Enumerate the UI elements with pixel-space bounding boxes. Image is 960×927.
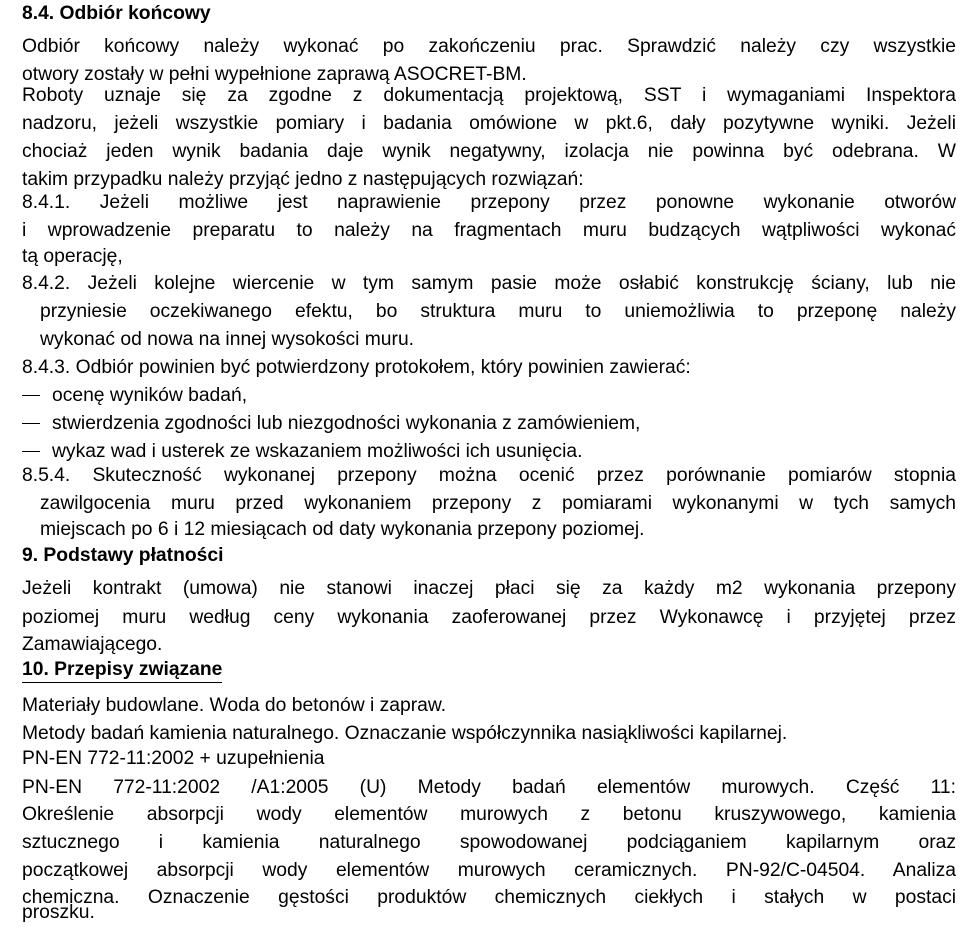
reference-line: Materiały budowlane. Woda do betonów i zapraw.	[22, 695, 447, 716]
item-8-4-3: 8.4.3. Odbiór powinien być potwierdzony protokołem, który powinien zawierać:	[22, 357, 691, 378]
section-heading-8-4: 8.4. Odbiór końcowy	[22, 3, 211, 24]
paragraph-line: Roboty uznaje się za zgodne z dokumentacją projektową, SST i wymaganiami Inspektora	[22, 85, 956, 106]
paragraph-line: otwory zostały w pełni wypełnione zaprawą ASOCRET-BM.	[22, 64, 527, 85]
section-heading-10: 10. Przepisy związane	[22, 658, 222, 683]
paragraph-line: Jeżeli kontrakt (umowa) nie stanowi inaczej płaci się za każdy m2 wykonania przepony	[22, 578, 956, 599]
list-item: stwierdzenia zgodności lub niezgodności wykonania z zamówieniem,	[22, 410, 640, 438]
paragraph-line: Zamawiającego.	[22, 634, 163, 655]
item-8-4-1-line: 8.4.1. Jeżeli możliwe jest naprawienie przepony przez ponowne wykonanie otworów	[22, 192, 956, 213]
dash-bullet	[22, 395, 40, 396]
standard-line: początkowej absorpcji wody elementów murowych ceramicznych. PN-92/C-04504. Analiza	[22, 860, 956, 881]
item-8-5-4-line: zawilgocenia muru przed wykonaniem przepony z pomiarami wykonanymi w tych samych	[40, 493, 956, 514]
dash-bullet	[22, 423, 40, 424]
reference-line: Metody badań kamienia naturalnego. Oznaczanie współczynnika nasiąkliwości kapilarnej.	[22, 723, 788, 744]
standard-line: Określenie absorpcji wody elementów murowych z betonu kruszywowego, kamienia	[22, 804, 956, 825]
paragraph-line: Odbiór końcowy należy wykonać po zakończeniu prac. Sprawdzić należy czy wszystkie	[22, 36, 956, 57]
item-8-4-2-line: 8.4.2. Jeżeli kolejne wiercenie w tym samym pasie może osłabić konstrukcję ściany, lub nie	[22, 273, 956, 294]
item-8-4-2-line: przyniesie oczekiwanego efektu, bo struktura muru to uniemożliwia to przeponę należy	[40, 301, 956, 322]
paragraph-line: poziomej muru według ceny wykonania zaoferowanej przez Wykonawcę i przyjętej przez	[22, 607, 956, 628]
item-8-4-1-line: i wprowadzenie preparatu to należy na fragmentach muru budzących wątpliwości wykonać	[22, 220, 956, 241]
list-item: wykaz wad i usterek ze wskazaniem możliwości ich usunięcia.	[22, 438, 582, 466]
paragraph-line: chociaż jeden wynik badania daje wynik negatywny, izolacja nie powinna być odebrana. W	[22, 141, 956, 162]
item-8-4-1-line: tą operację,	[22, 246, 123, 267]
item-8-5-4-line: miejscach po 6 i 12 miesiącach od daty wykonania przepony poziomej.	[40, 519, 645, 540]
reference-line: PN-EN 772-11:2002 + uzupełnienia	[22, 748, 325, 769]
standard-line: sztucznego i kamienia naturalnego spowodowanej podciąganiem kapilarnym oraz	[22, 832, 956, 853]
item-8-5-4-line: 8.5.4. Skuteczność wykonanej przepony można ocenić przez porównanie pomiarów stopnia	[22, 465, 956, 486]
standard-line: PN-EN 772-11:2002 /A1:2005 (U) Metody badań elementów murowych. Część 11:	[22, 777, 956, 798]
standard-line: proszku.	[22, 902, 95, 923]
dash-bullet	[22, 451, 40, 452]
paragraph-line: takim przypadku należy przyjąć jedno z następujących rozwiązań:	[22, 169, 584, 190]
item-8-4-2-line: wykonać od nowa na innej wysokości muru.	[40, 329, 415, 350]
standard-line: chemiczna. Oznaczenie gęstości produktów chemicznych ciekłych i stałych w postaci	[22, 887, 956, 908]
list-item: ocenę wyników badań,	[22, 382, 247, 410]
section-heading-9: 9. Podstawy płatności	[22, 545, 224, 566]
paragraph-line: nadzoru, jeżeli wszystkie pomiary i badania omówione w pkt.6, dały pozytywne wyniki. Jeżeli	[22, 113, 956, 134]
